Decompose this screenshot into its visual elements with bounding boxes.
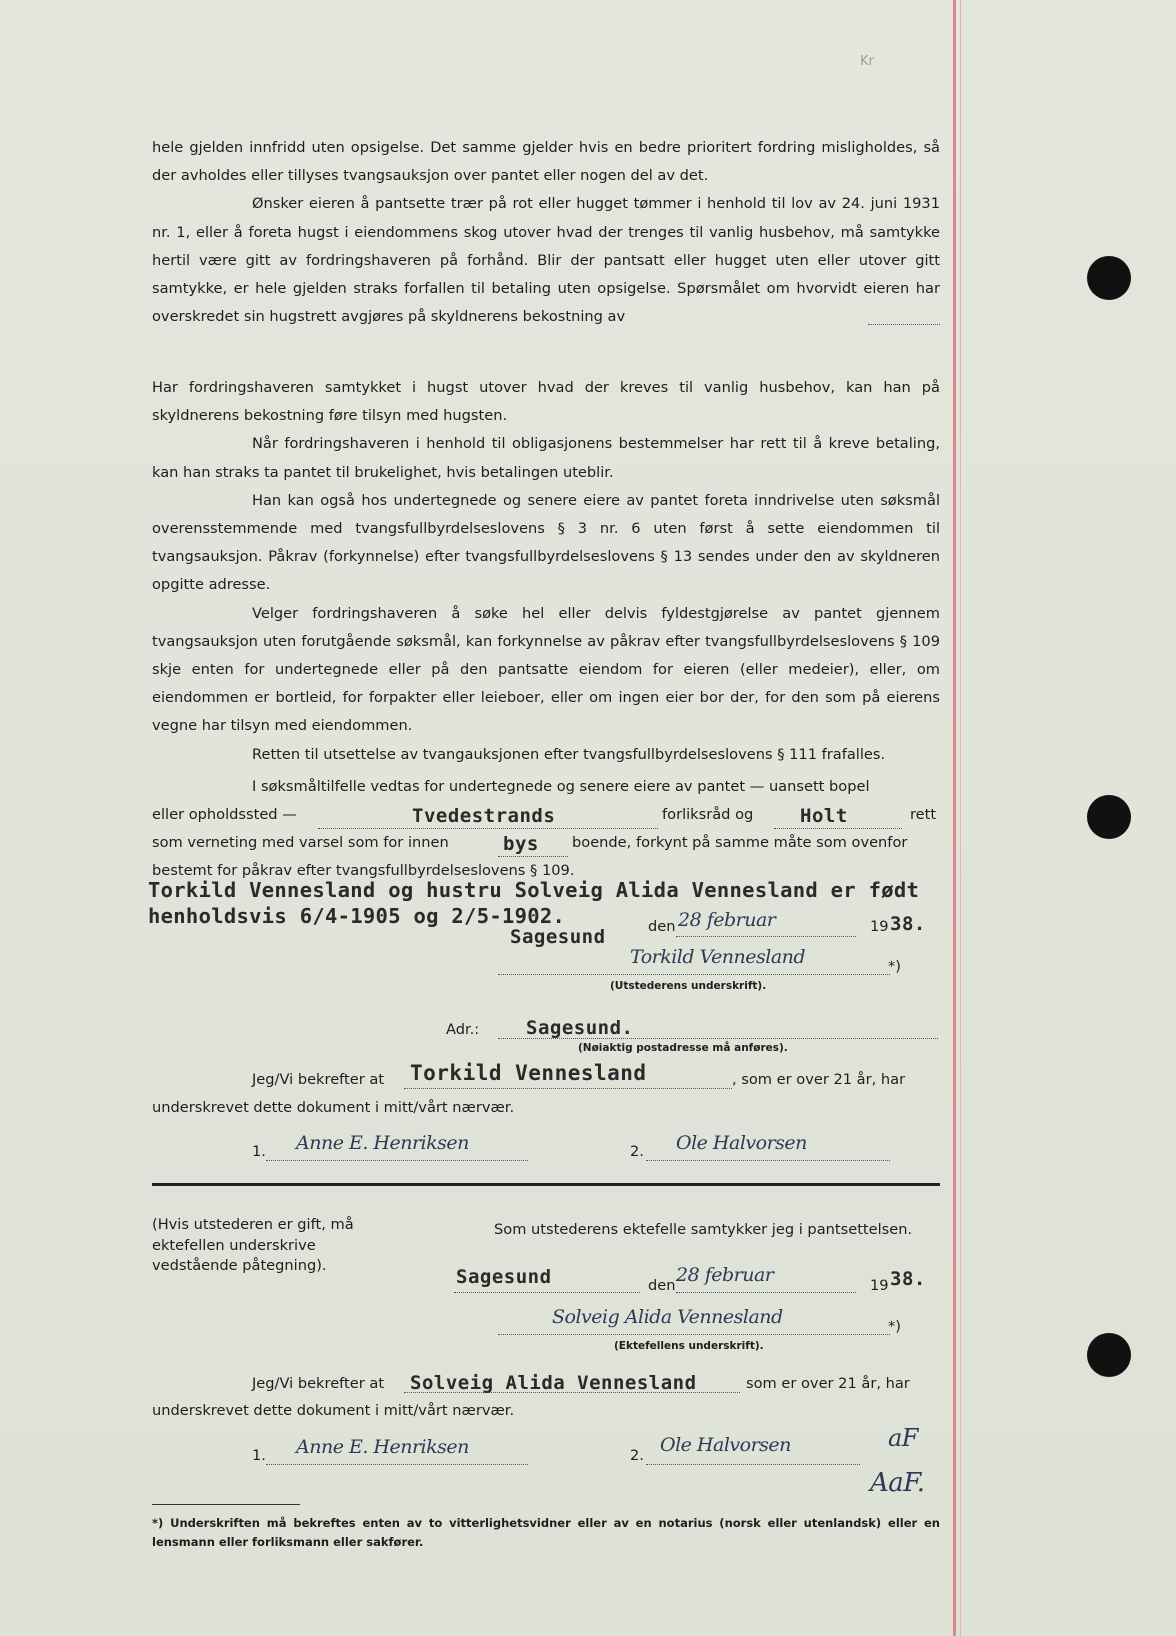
witness1-prefix: Jeg/Vi bekrefter at — [252, 1071, 385, 1088]
spouse-sig-mark: *) — [888, 1318, 901, 1335]
typed-note-line-1: Torkild Vennesland og hustru Solveig Alida Vennesland er født — [148, 878, 920, 902]
typed-note-line-2: henholdsvis 6/4-1905 og 2/5-1902. — [148, 904, 566, 928]
witness1-num2: 2. — [630, 1143, 644, 1160]
spouse-consent: Som utstederens ektefelle samtykker jeg i pantsettelsen. — [494, 1221, 913, 1238]
dotted-line-witness2-sig2 — [646, 1464, 860, 1465]
dotted-line-witness1-name — [404, 1088, 732, 1089]
issuer-place: Sagesund — [510, 926, 606, 948]
issuer-date: 28 februar — [678, 909, 776, 931]
spouse-place: Sagesund — [456, 1266, 552, 1288]
dotted-line-witness2-sig1 — [266, 1464, 528, 1465]
witness1-suffix: , som er over 21 år, har — [732, 1071, 906, 1088]
margin-line — [953, 0, 956, 1636]
witness2-subject-name: Solveig Alida Vennesland — [410, 1372, 697, 1394]
margin-line-secondary — [960, 0, 961, 1636]
addr-label: Adr.: — [446, 1021, 480, 1038]
footnote-rule — [152, 1504, 300, 1505]
witness2-sig1: Anne E. Henriksen — [296, 1436, 469, 1458]
dotted-line-witness1-sig2 — [646, 1160, 890, 1161]
header-fragment: Kr — [860, 54, 874, 69]
punch-hole-2 — [1087, 795, 1131, 839]
punch-hole-3 — [1087, 1333, 1131, 1377]
clause-block-1 — [152, 134, 940, 331]
footnote: *) Underskriften må bekreftes enten av to vitterlighetsvidner eller av en notarius (norsk eller utenlandsk) eller en lensmann eller forliksmann eller sakfører. — [152, 1516, 940, 1549]
issuer-year-prefix: 19 — [870, 918, 889, 935]
witness2-initials-2: AaF. — [870, 1468, 925, 1498]
spouse-year-suffix: 38. — [890, 1268, 926, 1290]
witness2-initials-1: aF — [888, 1424, 918, 1452]
spouse-year-prefix: 19 — [870, 1277, 889, 1294]
dotted-line-court-name — [774, 828, 902, 829]
venue-line-3-a: som verneting med varsel som for innen — [152, 834, 449, 851]
spouse-date: 28 februar — [676, 1264, 774, 1286]
paragraph-payment: Når fordringshaveren i henhold til obligasjonens bestemmelser har rett til å kreve betaling, kan han straks ta pantet til brukelighet, hvis betalingen uteblir. — [152, 435, 940, 481]
paragraph-timber: Ønsker eieren å pantsette trær på rot eller hugget tømmer i henhold til lov av 24. juni 1931 nr. 1, eller å foreta hugst i eiendommens skog utover hvad der trenges til vanlig husbehov, må samtykke hertil være gitt av fordringshaveren på forhånd. Blir der pantsatt eller hugget uten eller utover gitt samtykke, er hele gjelden straks forfallen til betaling uten opsigelse. Spørsmålet om hvorvidt eieren har overskredet sin hugstrett avgjøres på skyldnerens bekostning av — [152, 195, 940, 326]
venue-line-2-a: eller opholdssted — — [152, 806, 297, 823]
venue-line-2-b: forliksråd og — [662, 806, 754, 823]
dotted-fill-line — [868, 324, 940, 325]
issuer-den-label: den — [648, 918, 676, 935]
dotted-line-spouse-place — [454, 1292, 640, 1293]
witness2-line2: underskrevet dette dokument i mitt/vårt nærvær. — [152, 1402, 515, 1419]
addr-value: Sagesund. — [526, 1017, 634, 1039]
spouse-signature: Solveig Alida Vennesland — [552, 1306, 783, 1328]
dotted-line-court — [318, 828, 658, 829]
spouse-den-label: den — [648, 1277, 676, 1294]
addr-caption: (Nøiaktig postadresse må anføres). — [578, 1042, 788, 1054]
dotted-line-witness1-sig1 — [266, 1160, 528, 1161]
witness1-sig1: Anne E. Henriksen — [296, 1132, 469, 1154]
paragraph-supervision: Har fordringshaveren samtykket i hugst utover hvad der kreves til vanlig husbehov, kan han på skyldnerens bekostning føre tilsyn med hugsten. — [152, 379, 940, 425]
venue-line-2-c: rett — [910, 806, 937, 823]
witness1-subject-name: Torkild Vennesland — [410, 1061, 647, 1085]
issuer-year-suffix: 38. — [890, 913, 926, 935]
paragraph-deferral: Retten til utsettelse av tvangauksjonen efter tvangsfullbyrdelseslovens § 111 frafalles. — [252, 745, 886, 763]
residence-type: bys — [503, 833, 539, 855]
dotted-line-issuer-signature — [498, 974, 890, 975]
venue-line-1: I søksmåltilfelle vedtas for undertegnede og senere eiere av pantet — uansett bopel — [252, 778, 870, 795]
dotted-line-spouse-signature — [498, 1334, 890, 1335]
dotted-line-residence — [498, 856, 568, 857]
witness2-num2: 2. — [630, 1447, 644, 1464]
witness2-sig2: Ole Halvorsen — [660, 1434, 791, 1456]
clause-block-2 — [152, 374, 940, 769]
spouse-sig-caption: (Ektefellens underskrift). — [614, 1340, 764, 1352]
dotted-line-date — [676, 936, 856, 937]
witness2-suffix: som er over 21 år, har — [746, 1375, 910, 1392]
paragraph-default: hele gjelden innfridd uten opsigelse. Det samme gjelder hvis en bedre prioritert fordring misligholdes, så der avholdes eller tillyses tvangsauksjon over pantet eller nogen del av det. — [152, 139, 940, 185]
punch-hole-1 — [1087, 256, 1131, 300]
venue-line-4: bestemt for påkrav efter tvangsfullbyrdelseslovens § 109. — [152, 862, 575, 879]
spouse-note: (Hvis utstederen er gift, må ektefellen underskrive vedstående påtegning). — [152, 1216, 354, 1274]
section-divider — [152, 1183, 940, 1186]
venue-line-3-b: boende, forkynt på samme måte som ovenfor — [572, 834, 908, 851]
paragraph-enforcement: Han kan også hos undertegnede og senere eiere av pantet foreta inndrivelse uten søksmål overensstemmende med tvangsfullbyrdelseslovens § 3 nr. 6 uten først å sette eiendommen til tvangsauksjon. Påkrav (forkynnelse) efter tvangsfullbyrdelseslovens § 13 sendes under den av skyldneren opgitte adresse. — [152, 491, 940, 594]
paragraph-auction: Velger fordringshaveren å søke hel eller delvis fyldestgjørelse av pantet gjennem tvangsauksjon uten forutgående søksmål, kan forkynnelse av påkrav efter tvangsfullbyrdelseslovens § 109 skje enten for undertegnede eller på den pantsatte eiendom for eieren (eller medeier), eller, om eiendommen er bortleid, for forpakter eller leieboer, eller om ingen eier bor der, for den som på eierens vegne har tilsyn med eiendommen. — [152, 604, 940, 735]
witness1-line2: underskrevet dette dokument i mitt/vårt nærvær. — [152, 1099, 515, 1116]
dotted-line-spouse-date — [676, 1292, 856, 1293]
court-name: Holt — [800, 805, 848, 827]
witness2-prefix: Jeg/Vi bekrefter at — [252, 1375, 385, 1392]
witness2-num1: 1. — [252, 1447, 266, 1464]
issuer-signature: Torkild Vennesland — [630, 946, 806, 968]
issuer-sig-caption: (Utstederens underskrift). — [610, 980, 767, 992]
witness1-num1: 1. — [252, 1143, 266, 1160]
court-place: Tvedestrands — [412, 805, 556, 827]
issuer-sig-mark: *) — [888, 958, 901, 975]
witness1-sig2: Ole Halvorsen — [676, 1132, 807, 1154]
